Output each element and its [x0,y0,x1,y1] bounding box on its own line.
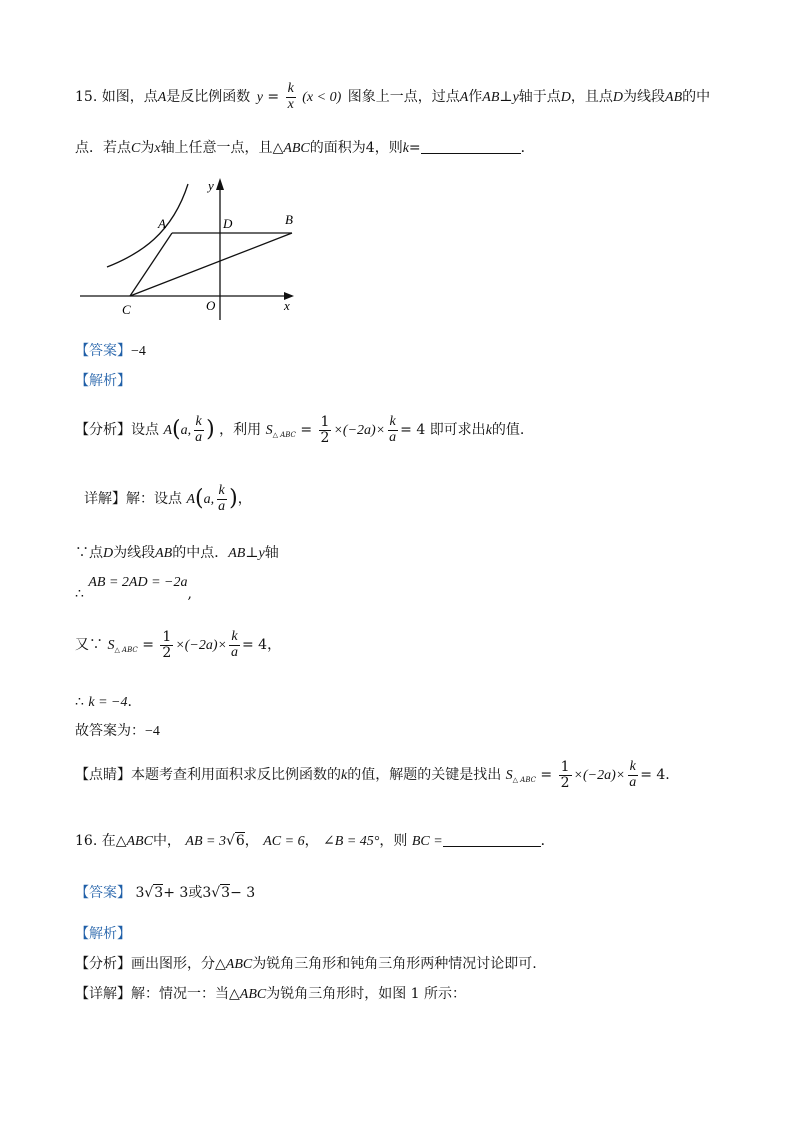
label-o: O [206,298,216,313]
q15-analysis-tag: 【解析】 [75,373,131,389]
answer-tag: 【答案】 [75,343,131,359]
y-axis-arrow-icon [216,178,224,190]
label-d: D [223,216,233,231]
segment-cb [130,233,292,296]
label-b: B [285,212,293,227]
q15-answer: 【答案】−4 [75,343,146,359]
label-c: C [122,302,131,317]
hyperbola-curve [107,184,188,267]
label-x: x [284,298,290,313]
q15-detail: 详解】解：设点 A(a, $\frac{k}{a}$ )， [84,483,252,514]
q16-line1: 16. 在△ABC中， AB = 3√6， AC = 6， ∠B = 45°，则 BC = ． [75,833,555,849]
q15-dianjing: 【点睛】本题考查利用面积求反比例函数的k的值，解题的关键是找出 $S_{\triangle ABC}$ = $\frac{1}{2}$ ×(−2a)× $\frac{k}{a}$ = 4. [75,759,670,791]
q15-since2: 又∵ $S_{\triangle ABC}$ = $\frac{1}{2}$ ×(−2a)× $\frac{k}{a}$ = 4， [75,629,282,661]
q15-therefore2: ∴ k = −4. [75,694,132,710]
q16-analysis-tag: 【解析】 [75,926,131,942]
q16-answer: 【答案】 3√3+ 3或3√3− 3 [75,885,256,901]
q15-line1: 15. 如图，点A是反比例函数 y = $\frac{k}{x}$ (x < 0) 图象上一点，过点A作AB⊥y轴于点D，且点D为线段AB的中 [75,81,711,112]
q15-therefore1: ∴ AB = 2AD = −2a, [75,575,192,602]
q16-fenxi: 【分析】画出图形，分△ABC为锐角三角形和钝角三角形两种情况讨论即可. [75,956,537,972]
q15-figure [80,172,310,322]
q16-detail: 【详解】解：情况一：当△ABC为锐角三角形时，如图 1 所示： [75,986,467,1002]
q15-line2: 点．若点C为x轴上任意一点，且△ABC的面积为4，则k= ． [75,140,535,156]
q15-final-answer: 故答案为：−4 [75,723,160,739]
answer-tag: 【答案】 [75,885,131,901]
function-formula: y = $\frac{k}{x}$ (x < 0) [256,81,342,112]
q15-fenxi: 【分析】设点 A(a, $\frac{k}{a}$ ) ，利用 $S_{\triangle ABC}$ = $\frac{1}{2}$ ×(−2a)× $\frac{k}{a}$ = 4 即可求出k的值. [75,414,525,446]
answer-blank [443,846,541,847]
label-a: A [158,216,166,231]
label-y: y [208,178,214,193]
answer-blank [421,153,521,154]
q15-text: 15. 如图，点 [75,89,158,106]
q15-since1: ∵点D为线段AB的中点．AB⊥y轴 [75,545,279,561]
